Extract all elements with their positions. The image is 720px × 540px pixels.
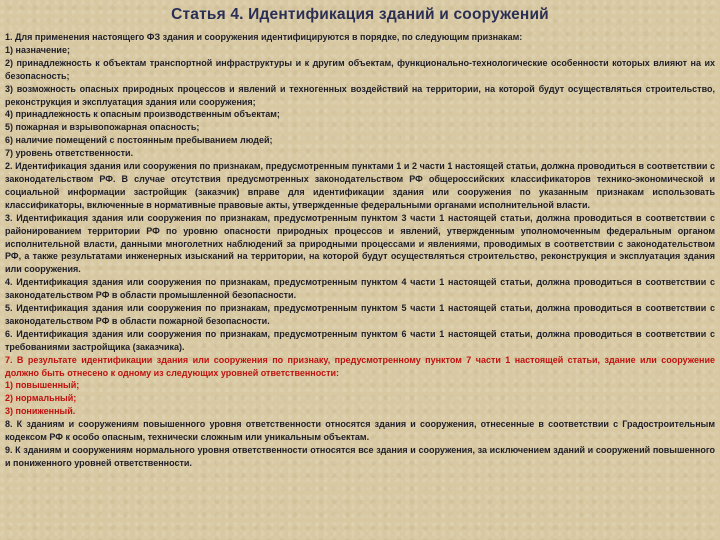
article-title: Статья 4. Идентификация зданий и сооружений xyxy=(171,6,549,23)
clause-7-item-1: 1) повышенный; xyxy=(5,380,80,391)
clause-1-item-3: 3) возможность опасных природных процессов и явлений и техногенных воздействий на территории, на которой будут осуществляться строительство, реконструкция и эксплуатация здания или сооружения; xyxy=(5,83,715,107)
clause-8-text: 8. К зданиям и сооружениям повышенного уровня ответственности относятся здания и сооружения, отнесенные в соответствии с Градостроительным кодексом РФ к особо опасным, технически сложным или уникальным объектам. xyxy=(5,419,715,443)
clause-1-item-7: 7) уровень ответственности. xyxy=(5,148,134,159)
article-body xyxy=(5,31,715,470)
clause-1-intro: 1. Для применения настоящего ФЗ здания и сооружения идентифицируются в порядке, по следующим признакам: xyxy=(5,32,523,42)
clause-8 xyxy=(5,418,715,444)
clause-3: 3. Идентификация здания или сооружения по признакам, предусмотренным пунктом 3 части 1 настоящей статьи, должна проводиться в соответствии с районированием территории РФ по уровню опасности природных процессов и явлений, утвержденным уполномоченным федеральным органом исполнительной власти, данными многолетних наблюдений за природными процессами и явлениями, проводимых в соответствии с законодательством РФ, а также результатами инженерных изысканий на территории, на которой будут осуществляться строительство, реконструкция и эксплуатация здания или сооружения. xyxy=(5,212,715,275)
clause-1-item-4: 4) принадлежность к опасным производственным объектам; xyxy=(5,109,280,120)
clause-1-item-2: 2) принадлежность к объектам транспортной инфраструктуры и к другим объектам, функционально-технологические особенности которых влияют на их безопасность; xyxy=(5,57,715,81)
clause-1-item-6: 6) наличие помещений с постоянным пребыванием людей; xyxy=(5,135,273,146)
clause-5: 5. Идентификация здания или сооружения по признакам, предусмотренным пунктом 5 части 1 настоящей статьи, должна проводиться в соответствии с законодательством РФ в области пожарной безопасности. xyxy=(5,303,715,326)
clause-1-item-1: 1) назначение; xyxy=(5,44,70,55)
clause-7: 7. В результате идентификации здания или сооружения по признаку, предусмотренному пунктом 7 части 1 настоящей статьи, здание или сооружение должно быть отнесено к одному из следующих уровней ответственности: xyxy=(5,354,715,378)
clause-2: 2. Идентификация здания или сооружения по признакам, предусмотренным пунктами 1 и 2 части 1 настоящей статьи, должна проводиться в соответствии с законодательством РФ. В случае отсутствия предусмотренных законодательством РФ общероссийских классификаторов технико-экономической и социальной информации застройщик (заказчик) вправе для идентификации здания или сооружения по указанным признакам использовать классификаторы, включенные в нормативные правовые акты, утвержденные федеральными органами исполнительной власти. xyxy=(5,161,715,210)
clause-9: 9. К зданиям и сооружениям нормального уровня ответственности относятся все здания и сооружения, за исключением зданий и сооружений повышенного и пониженного уровней ответственности. xyxy=(5,445,715,468)
clause-7-item-2: 2) нормальный; xyxy=(5,393,77,404)
clause-7-item-3: 3) пониженный. xyxy=(5,406,76,417)
clause-1-item-5: 5) пожарная и взрывопожарная опасность; xyxy=(5,122,200,133)
clause-6: 6. Идентификация здания или сооружения по признакам, предусмотренным пунктом 6 части 1 настоящей статьи, должна проводиться в соответствии с требованиями застройщика (заказчика). xyxy=(5,328,715,352)
clause-4: 4. Идентификация здания или сооружения по признакам, предусмотренным пунктом 4 части 1 настоящей статьи, должна проводиться в соответствии с законодательством РФ в области промышленной безопасности. xyxy=(5,277,715,301)
